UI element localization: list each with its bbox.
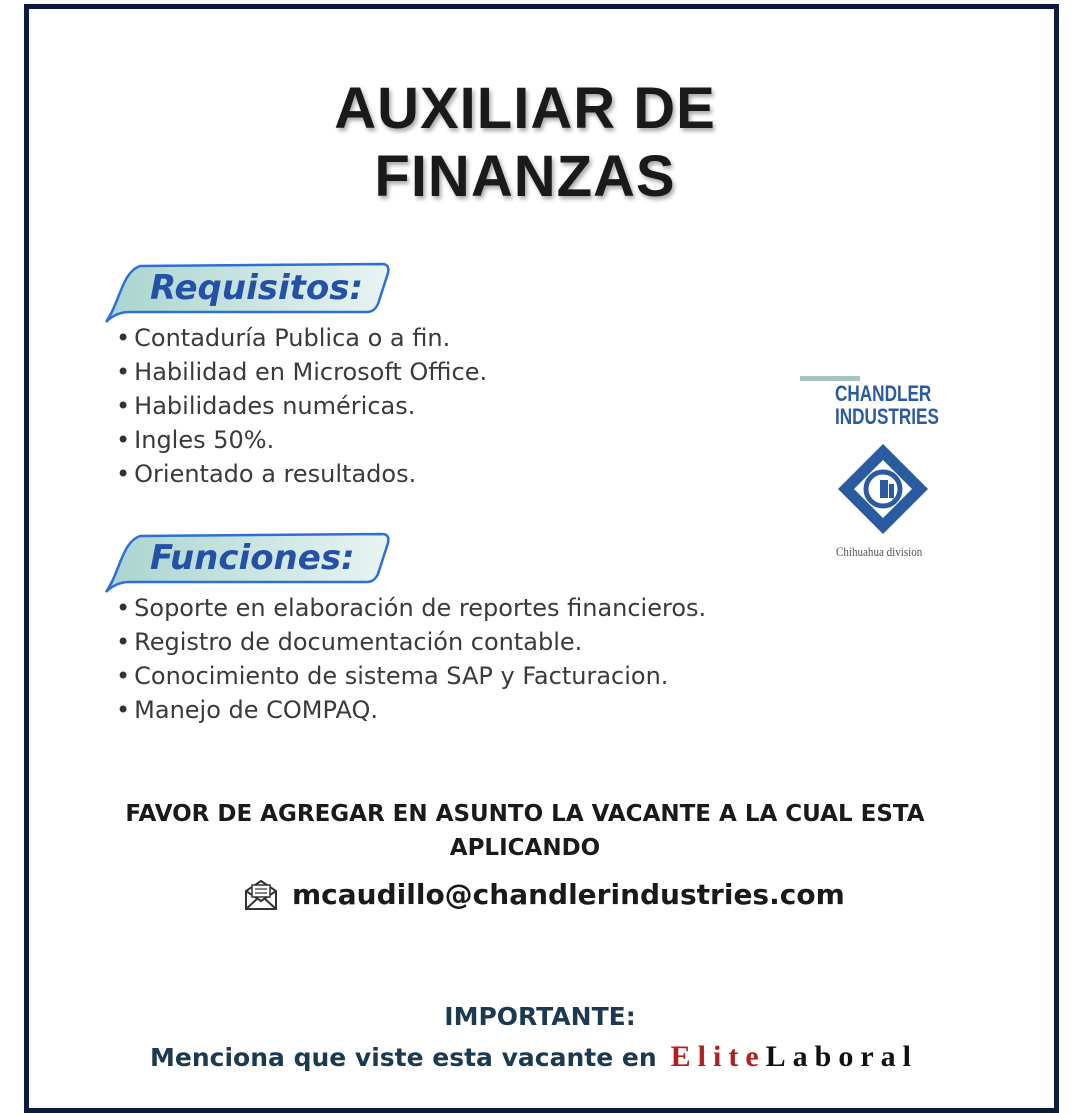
notice-line1: FAVOR DE AGREGAR EN ASUNTO LA VACANTE A LA CUAL ESTA [125,801,925,827]
list-item: • Ingles 50%. [116,423,487,457]
funciones-heading: Funciones: [150,538,355,578]
job-title-line1: AUXILIAR DE [334,76,716,141]
list-item: • Conocimiento de sistema SAP y Facturacion. [116,659,706,693]
brand-part-laboral: Laboral [765,1040,919,1073]
logo-name: CHANDLER INDUSTRIES [835,381,939,429]
list-item: • Orientado a resultados. [116,457,487,491]
logo-subtitle: Chihuahua division [836,544,923,559]
job-title-line2: FINANZAS [374,144,676,209]
contact-email[interactable]: mcaudillo@chandlerindustries.com [292,877,845,911]
list-item: • Soporte en elaboración de reportes financieros. [116,591,706,625]
notice-line2: APLICANDO [449,835,601,861]
chandler-logo-mark-icon [836,442,930,536]
requisitos-list [116,321,487,491]
mention-line [150,1040,918,1074]
list-item: • Manejo de COMPAQ. [116,693,706,727]
subject-notice [90,797,960,865]
requisitos-heading: Requisitos: [150,268,364,308]
list-item: • Habilidad en Microsoft Office. [116,355,487,389]
elite-laboral-logo [671,1040,918,1073]
company-logo [800,376,939,566]
important-label: IMPORTANTE: [444,1002,636,1031]
contact-email-row[interactable] [242,872,845,916]
funciones-list [116,591,706,727]
brand-part-elite: Elite [670,1040,766,1073]
mention-text: Menciona que viste esta vacante en [150,1043,657,1072]
list-item: • Habilidades numéricas. [116,389,487,423]
envelope-icon [242,875,280,913]
list-item: • Registro de documentación contable. [116,625,706,659]
list-item: • Contaduría Publica o a fin. [116,321,487,355]
job-title [300,75,750,211]
